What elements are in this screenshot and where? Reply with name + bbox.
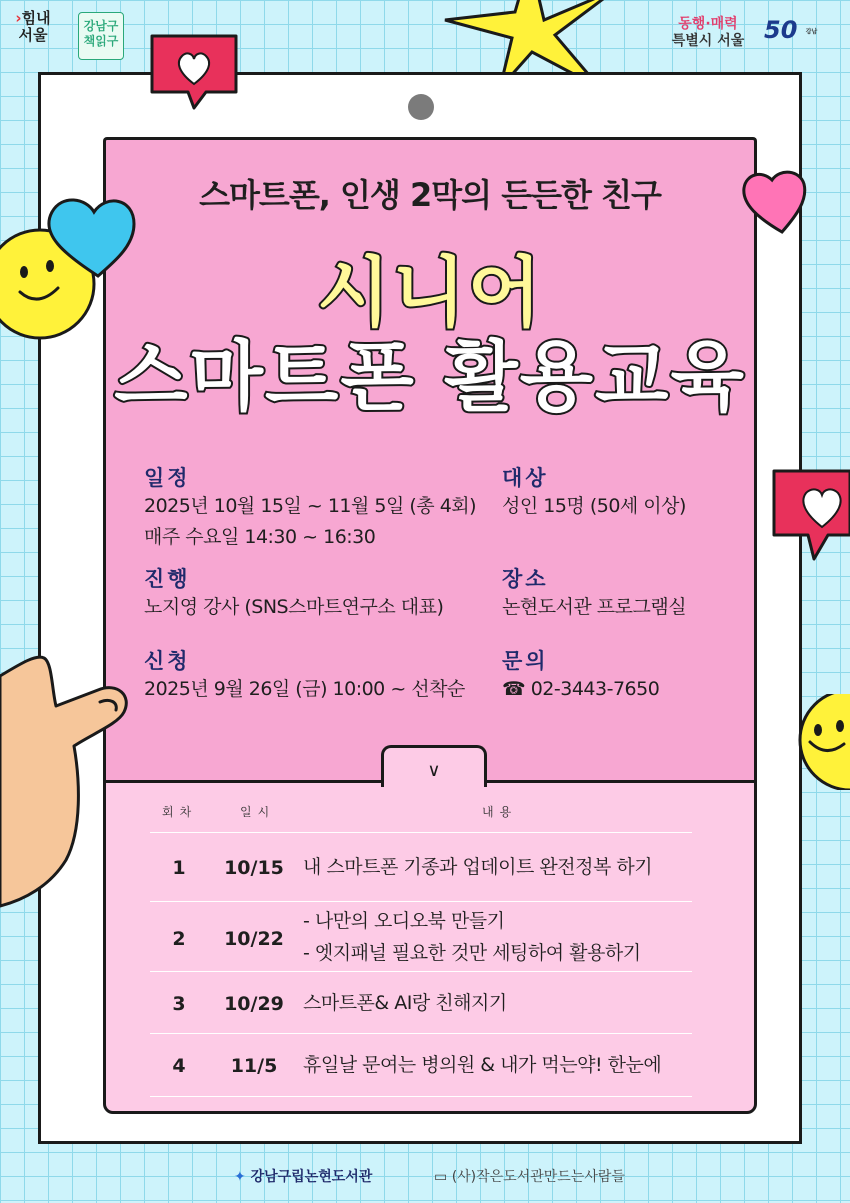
seoul-logo-line2: 서울 [18, 26, 48, 44]
org-name: (사)작은도서관만드는사람들 [451, 1169, 625, 1185]
row4-date: 11/5 [230, 1055, 278, 1077]
target-label: 대상 [502, 466, 549, 490]
logo-50-number: 50 [764, 16, 798, 44]
library-credit [234, 1166, 372, 1186]
row4-content: 휴일날 문여는 병의원 & 내가 먹는약! 한눈에 [303, 1054, 662, 1076]
heart-bubble-right-icon [770, 467, 850, 563]
row2-num: 2 [172, 928, 186, 950]
book-icon: ▭ [434, 1169, 448, 1185]
host-text: 노지영 강사 (SNS스마트연구소 대표) [144, 596, 444, 618]
camera-icon [408, 94, 434, 120]
row-divider [150, 832, 692, 833]
seoul-logo-line1: 힘내 [21, 9, 51, 27]
heart-bubble-icon [148, 32, 242, 112]
place-label: 장소 [502, 567, 549, 591]
seoul-logo: ›힘내 서울 [10, 10, 56, 44]
row2-content-line2: - 엣지패널 필요한 것만 세팅하여 활용하기 [303, 942, 641, 964]
library-icon: ✦ [234, 1169, 246, 1185]
slogan-line2: 특별시 서울 [671, 33, 745, 49]
poster-title-line1: 시니어 [316, 248, 544, 337]
host-label: 진행 [144, 567, 191, 591]
row1-date: 10/15 [224, 857, 284, 879]
row1-content: 내 스마트폰 기종과 업데이트 완전정복 하기 [303, 856, 653, 878]
seoul-slogan-logo [660, 16, 756, 50]
poster-subtitle: 스마트폰, 인생 2막의 든든한 친구 [199, 176, 661, 214]
row1-num: 1 [172, 857, 186, 879]
header-round: 회차 [162, 805, 198, 819]
org-credit [434, 1166, 625, 1186]
row3-num: 3 [172, 993, 186, 1015]
row-divider [150, 901, 692, 902]
schedule-line1: 2025년 10월 15일 ~ 11월 5일 (총 4회) [144, 495, 477, 517]
gangnam-logo-line1: 강남구 [83, 19, 119, 33]
apply-label: 신청 [144, 649, 191, 673]
gangnam-logo-line2: 책읽구 [83, 34, 119, 48]
logo-50-sub: 강남 [805, 28, 818, 36]
row-divider [150, 1033, 692, 1034]
library-name: 강남구립논현도서관 [250, 1169, 373, 1185]
schedule-label: 일정 [144, 466, 191, 490]
smiley-right-decoration [796, 694, 850, 790]
apply-text: 2025년 9월 26일 (금) 10:00 ~ 선착순 [144, 678, 465, 700]
row2-content-line1: - 나만의 오디오북 만들기 [303, 910, 505, 932]
smiley-blue-heart-decoration [0, 188, 140, 348]
row3-content: 스마트폰& AI랑 친해지기 [303, 992, 507, 1014]
row2-date: 10/22 [224, 928, 284, 950]
row-divider [150, 1096, 692, 1097]
gangnam-50-logo [764, 16, 817, 44]
place-text: 논현도서관 프로그램실 [502, 596, 687, 618]
row3-date: 10/29 [224, 993, 284, 1015]
chevron-down-icon: ∨ [427, 760, 441, 781]
row-divider [150, 971, 692, 972]
target-text: 성인 15명 (50세 이상) [502, 495, 686, 517]
header-date: 일시 [240, 805, 276, 819]
gangnam-reading-logo [78, 12, 124, 60]
pink-heart-icon [738, 168, 812, 238]
slogan-line1: 동행·매력 [678, 16, 738, 32]
contact-text: ☎ 02-3443-7650 [502, 678, 660, 700]
header-content: 내용 [482, 805, 518, 819]
row4-num: 4 [172, 1055, 186, 1077]
contact-label: 문의 [502, 649, 549, 673]
schedule-line2: 매주 수요일 14:30 ~ 16:30 [144, 526, 376, 548]
expand-chevron-icon [381, 745, 487, 787]
poster-title-line2: 스마트폰 활용교육 [114, 332, 746, 421]
